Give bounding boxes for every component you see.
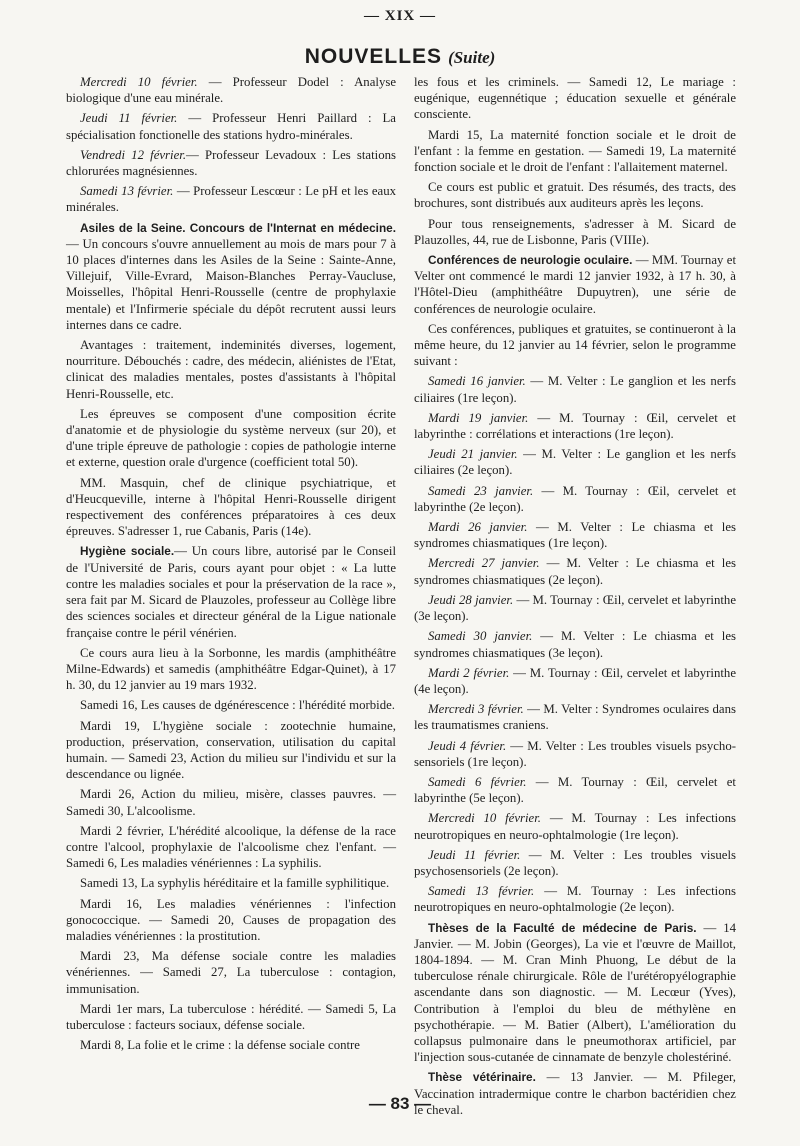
lecture-item (414, 446, 736, 478)
text: — Un concours s'ouvre annuellement au mois de mars pour 7 à 10 places d'internes dans les Asiles de la Seine : Sainte-Anne, Villejuif, Ville-Evrard, Maison-Blanches Perray-Vaucluse, Moisselles, l'hôpital Henri-Rousselle (centre de prophylaxie mentale) et l'Infirmerie spéciale du dépôt recrutent aussi leurs internes dans ce cadre. (66, 236, 396, 332)
lecture-item (414, 665, 736, 697)
date: Jeudi 28 janvier. (428, 592, 514, 607)
text: — M. Tournay : Œil, cervelet et labyrinthe (2e leçon). (414, 483, 736, 514)
text: — M. Velter : Le chiasma et les syndromes chiasmatiques (2e leçon). (414, 556, 736, 587)
paragraph: Ce cours aura lieu à la Sorbonne, les mardis (amphithéâtre Milne-Edwards) et samedis (amphithéâtre Edgar-Quinet), à 17 h. 30, du 12 janvier au 19 mars 1932. (66, 645, 396, 693)
paragraph: Mardi 15, La maternité fonction sociale et le droit de l'enfant : la femme en gestation. — Samedi 19, La maternité fonction sociale et le droit de l'enfant : l'allaitement maternel. (414, 127, 736, 175)
lecture-item (414, 592, 736, 624)
paragraph: Mardi 26, Action du milieu, misère, classes pauvres. — Samedi 30, L'alcoolisme. (66, 787, 396, 818)
page-number: — 83 — (368, 1094, 432, 1113)
paragraph (414, 252, 736, 317)
text: — 13 Janvier. — M. Pfileger, Vaccination intradermique contre le charbon bactéridien chez le cheval. (414, 1070, 737, 1117)
paragraph: Samedi 16, Les causes de dgénérescence : l'hérédité morbide. (80, 698, 395, 713)
lecture-item (414, 555, 736, 587)
paragraph (66, 74, 396, 106)
date: Mercredi 10 février. (428, 811, 541, 826)
lecture-item (414, 847, 736, 879)
paragraph: Les épreuves se composent d'une composition écrite d'anatomie et de physiologie du système nerveux (sur 20), et d'une triple épreuve de pathologie : copies de pathologie interne et externe, question orale d'urgence (coefficient total 50). (66, 406, 396, 470)
text: — 14 Janvier. — M. Jobin (Georges), La vie et l'œuvre de Maillot, 1804-1894. — M. Cran Minh Phuong, Le début de la tuberculose rénale chirurgicale. Rôle de l'urétéropyélographie ascendante dans son diagnostic. — M. Lecœur (Yves), Contribution à l'emploi du bleu de méthylène en psychothérapie. — M. Batier (Albert), L'amélioration du collapsus pulmonaire dans le pneumothorax artificiel, par l'injection sous-cutanée de cinnamate de benzyle cholestériné. (414, 920, 736, 1065)
paragraph (66, 110, 396, 142)
paragraph (414, 920, 736, 1066)
lecture-item (414, 774, 736, 806)
lecture-item (414, 373, 736, 405)
title-main: NOUVELLES (304, 45, 443, 68)
paragraph: Pour tous renseignements, s'adresser à M. Sicard de Plauzolles, 44, rue de Lisbonne, Paris (VIIIe). (414, 216, 736, 247)
paragraph: Mardi 1er mars, La tuberculose : hérédité. — Samedi 5, La tuberculose : facteurs sociaux, défense sociale. (66, 1001, 396, 1032)
paragraph: MM. Masquin, chef de clinique psychiatrique, et d'Heucqueville, interne à l'hôpital Henri-Rousselle dirigent respectivement des conférences préparatoires à ces deux épreuves. S'adresser 1, rue Cabanis, Paris (14e). (66, 475, 396, 539)
left-column (66, 74, 396, 1057)
lecture-item (414, 410, 736, 442)
date: Samedi 13 février. (428, 884, 535, 899)
text: — M. Velter : Syndromes oculaires dans les traumatismes craniens. (414, 702, 736, 733)
text: — M. Velter : Le chiasma et les syndromes chiasmatiques (3e leçon). (414, 629, 736, 660)
text: — Professeur Lescœur : Le pH et les eaux minérales. (66, 184, 396, 215)
page-roman-numeral: — XIX — (363, 8, 436, 24)
paragraph: Avantages : traitement, indeminités diverses, logement, nourriture. Débouchés : cadre, des médecin, aliénistes de l'Etat, clinicat des maladies mentales, postes d'assistants à l'hôpital Henri-Rousselle, etc. (66, 338, 396, 401)
text: — M. Velter : Le ganglion et les nerfs ciliaires (2e leçon). (414, 447, 736, 478)
paragraph: les fous et les criminels. — Samedi 12, Le mariage : eugénique, eugennétique ; éducation sexuelle et générale consciente. (414, 75, 736, 122)
lecture-item (414, 483, 736, 515)
paragraph: Ces conférences, publiques et gratuites, se continueront à la même heure, du 12 janvier au 14 février, selon le programme suivant : (414, 321, 736, 369)
text: — M. Tournay : Œil, cervelet et labyrinthe (3e leçon). (414, 592, 736, 624)
text: — M. Velter : Les troubles visuels psychosensoriels (2e leçon). (414, 847, 736, 878)
section-heading: Hygiène sociale. (80, 544, 175, 559)
text: — M. Tournay : Les infections neurotropiques en neuro-ophtalmologie (2e leçon). (414, 884, 736, 915)
text: — M. Velter : Les troubles visuels psycho-sensoriels (1re leçon). (414, 738, 736, 769)
paragraph (66, 147, 396, 179)
date: Samedi 6 février. (428, 774, 527, 789)
paragraph: Mardi 19, L'hygiène sociale : zootechnie humaine, production, préservation, conservation, utilisation du capital humain. — Samedi 23, Action du milieu sur l'individu et sur la descendance ou lignée. (66, 718, 396, 782)
text: — Professeur Henri Paillard : La spécialisation fonctionelle des stations hydro-minérales. (66, 111, 396, 142)
date: Mardi 2 février. (428, 665, 510, 680)
paragraph (66, 220, 396, 333)
lecture-item (414, 810, 736, 842)
date: Mardi 26 janvier. (428, 520, 528, 535)
date: Mercredi 3 février. (428, 702, 524, 717)
paragraph: Samedi 13, La syphylis héréditaire et la famille syphilitique. (80, 876, 390, 891)
lecture-item (414, 738, 736, 770)
text: — Professeur Dodel : Analyse biologique d'une eau minérale. (66, 75, 396, 106)
section-heading: Thèse vétérinaire. (428, 1070, 536, 1085)
section-heading: Conférences de neurologie oculaire. (428, 253, 633, 268)
text: — Un cours libre, autorisé par le Conseil de l'Université de Paris, cours ayant pour objet : « La lutte contre les maladies sociales et pour la préservation de la race », sera fait par M. Sicard de Plauzoles, professeur au Collège libre des sciences sociales et directeur général de la Ligue nationale française contre le péril vénérien. (66, 544, 397, 640)
text: — M. Velter : Le chiasma et les syndromes chiasmatiques (1re leçon). (414, 520, 736, 551)
date: Vendredi 12 février. (80, 147, 187, 162)
title-suffix: (Suite) (448, 48, 496, 67)
paragraph (66, 543, 396, 640)
lecture-item (414, 883, 736, 915)
date: Jeudi 11 février. (428, 847, 521, 862)
text: — Professeur Levadoux : Les stations chlorurées magnésiennes. (66, 147, 396, 179)
lecture-item (414, 701, 736, 733)
section-heading: Asiles de la Seine. Concours de l'Internat en médecine. (80, 220, 396, 235)
paragraph: Mardi 16, Les maladies vénériennes : l'infection gonococcique. — Samedi 20, Causes de propagation des maladies vénériennes : la prostitution. (66, 896, 396, 943)
paragraph: Mardi 2 février, L'hérédité alcoolique, la défense de la race contre l'alcool, prophylaxie de l'alcoolisme chez l'enfant. — Samedi 6, Les maladies vénériennes : La syphilis. (66, 823, 396, 871)
paragraph (66, 183, 396, 215)
text: — M. Tournay : Les infections neurotropiques en neuro-ophtalmologie (1re leçon). (414, 811, 737, 842)
lecture-item (414, 628, 736, 660)
date: Samedi 13 février. (80, 184, 174, 199)
paragraph: Mardi 23, Ma défense sociale contre les maladies vénériennes. — Samedi 27, La tuberculose : contagion, immunisation. (66, 949, 396, 996)
date: Jeudi 11 février. (80, 111, 178, 126)
paragraph: Ce cours est public et gratuit. Des résumés, des tracts, des brochures, sont distribués aux auditeurs après les leçons. (414, 180, 736, 211)
paragraph: Mardi 8, La folie et le crime : la défense sociale contre (80, 1038, 360, 1053)
text: — MM. Tournay et Velter ont commencé le mardi 12 janvier 1932, à 17 h. 30, à l'Hôtel-Dieu (amphithéâtre Dupuytren), une série de conférences de neurologie oculaire. (414, 253, 736, 316)
lecture-item (414, 519, 736, 551)
text: — M. Velter : Le ganglion et les nerfs ciliaires (1re leçon). (414, 374, 736, 405)
right-column (414, 74, 736, 1122)
text: — M. Tournay : Œil, cervelet et labyrinthe : corrélations et interactions (1re leçon). (414, 410, 736, 442)
date: Samedi 16 janvier. (428, 374, 526, 389)
text: — M. Tournay : Œil, cervelet et labyrinthe (5e leçon). (414, 774, 736, 806)
page-title (0, 45, 800, 69)
text: — M. Tournay : Œil, cervelet et labyrinthe (4e leçon). (414, 665, 736, 696)
date: Mercredi 27 janvier. (428, 556, 540, 571)
date: Mardi 19 janvier. (428, 410, 529, 425)
section-heading: Thèses de la Faculté de médecine de Paris. (428, 920, 697, 935)
date: Samedi 23 janvier. (428, 483, 534, 498)
date: Jeudi 4 février. (428, 738, 507, 753)
date: Samedi 30 janvier. (428, 629, 533, 644)
date: Jeudi 21 janvier. (428, 447, 518, 462)
date: Mercredi 10 février. (80, 75, 198, 89)
